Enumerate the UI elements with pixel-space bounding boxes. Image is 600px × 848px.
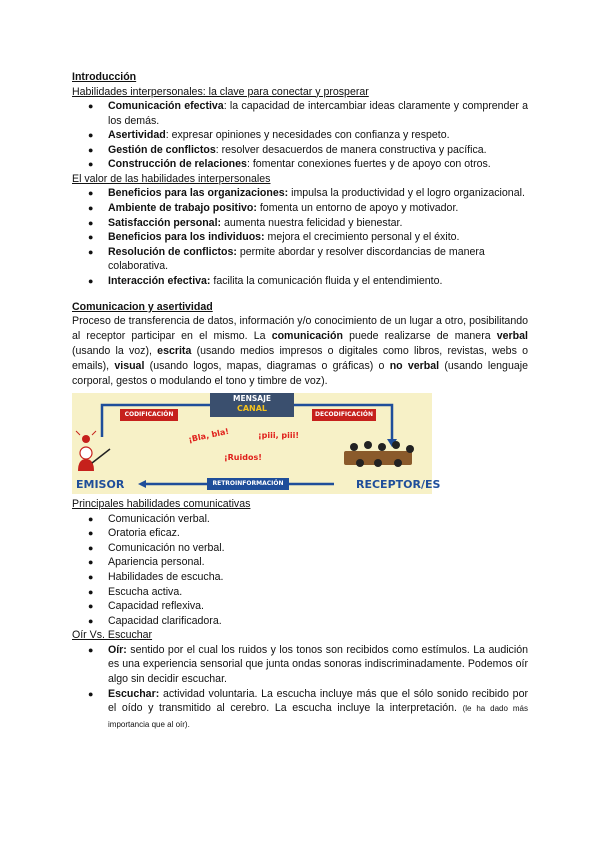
list-item: ● Comunicación verbal.	[72, 512, 528, 527]
list-item: ● Interacción efectiva: facilita la comunicación fluida y el entendimiento.	[72, 274, 528, 289]
list-item: ● Escucha activa.	[72, 585, 528, 600]
list-item: ● Habilidades de escucha.	[72, 570, 528, 585]
emisor-label: EMISOR	[76, 478, 125, 492]
list-item: ● Capacidad clarificadora.	[72, 614, 528, 629]
intro-list	[72, 99, 528, 172]
list-item: ● Oír: sentido por el cual los ruidos y los tonos son recibidos como estímulos. La audición es una experiencia sensorial que junta ondas sonoras indiscriminadamente. Podemos oír algo sin decidir escuchar.	[72, 643, 528, 687]
bla-text: ¡Bla, bla!	[187, 426, 230, 445]
list-item: ● Construcción de relaciones: fomentar conexiones fuertes y de apoyo con otros.	[72, 157, 528, 172]
retro-label: RETROINFORMACIÓN	[212, 480, 284, 488]
piii-text: ¡piii, piii!	[258, 431, 300, 441]
listen-list	[72, 643, 528, 733]
value-subtitle: El valor de las habilidades interpersonales	[72, 172, 271, 185]
skills-list	[72, 512, 528, 629]
listen-subtitle: Oír Vs. Escuchar	[72, 629, 153, 642]
list-item: ● Beneficios para los individuos: mejora el crecimiento personal y el éxito.	[72, 230, 528, 245]
canal-label: CANAL	[236, 404, 268, 414]
list-item: ● Satisfacción personal: aumenta nuestra felicidad y bienestar.	[72, 216, 528, 231]
list-item: ● Capacidad reflexiva.	[72, 599, 528, 614]
receptor-label: RECEPTOR/ES	[356, 478, 441, 492]
list-item: ● Comunicación no verbal.	[72, 541, 528, 556]
intro-title: Introducción	[72, 71, 137, 83]
ruidos-text: ¡Ruidos!	[224, 453, 262, 463]
codificacion-label: CODIFICACIÓN	[124, 411, 174, 419]
list-item: ● Escuchar: actividad voluntaria. La escucha incluye más que el sólo sonido recibido por el oído y transmitido al cerebro. La escucha incluye la interpretación. (le ha dado más importancia que al oír).	[72, 687, 528, 733]
mensaje-label: MENSAJE	[233, 394, 271, 404]
list-item: ● Resolución de conflictos: permite abordar y resolver discordancias de manera colaborativa.	[72, 245, 528, 274]
value-list	[72, 186, 528, 288]
communication-diagram	[72, 393, 441, 494]
comm-paragraph: Proceso de transferencia de datos, información y/o conocimiento de un lugar a otro, posibilitando al receptor participar en el mismo. La comunicación puede realizarse de manera verbal (usando la voz), escrita (usando medios impresos o digitales como libros, revistas, webs o emails), visual (usando logos, mapas, diagramas o gráficas) o no verbal (usando lenguaje corporal, gestos o modulando el tono y timbre de voz).	[72, 315, 528, 388]
decodificacion-label: DECODIFICACIÓN	[315, 411, 373, 419]
list-item: ● Beneficios para las organizaciones: impulsa la productividad y el logro organizacional.	[72, 186, 528, 201]
skills-subtitle: Principales habilidades comunicativas	[72, 498, 251, 511]
intro-subtitle: Habilidades interpersonales: la clave para conectar y prosperar	[72, 85, 369, 98]
list-item: ● Asertividad: expresar opiniones y necesidades con confianza y respeto.	[72, 128, 528, 143]
list-item: ● Ambiente de trabajo positivo: fomenta un entorno de apoyo y motivador.	[72, 201, 528, 216]
comm-title: Comunicacion y asertividad	[72, 300, 213, 313]
list-item: ● Oratoria eficaz.	[72, 526, 528, 541]
list-item: ● Gestión de conflictos: resolver desacuerdos de manera constructiva y pacífica.	[72, 143, 528, 158]
list-item: ● Comunicación efectiva: la capacidad de intercambiar ideas claramente y comprender a los demás.	[72, 99, 528, 128]
document-content	[72, 71, 528, 732]
list-item: ● Apariencia personal.	[72, 555, 528, 570]
